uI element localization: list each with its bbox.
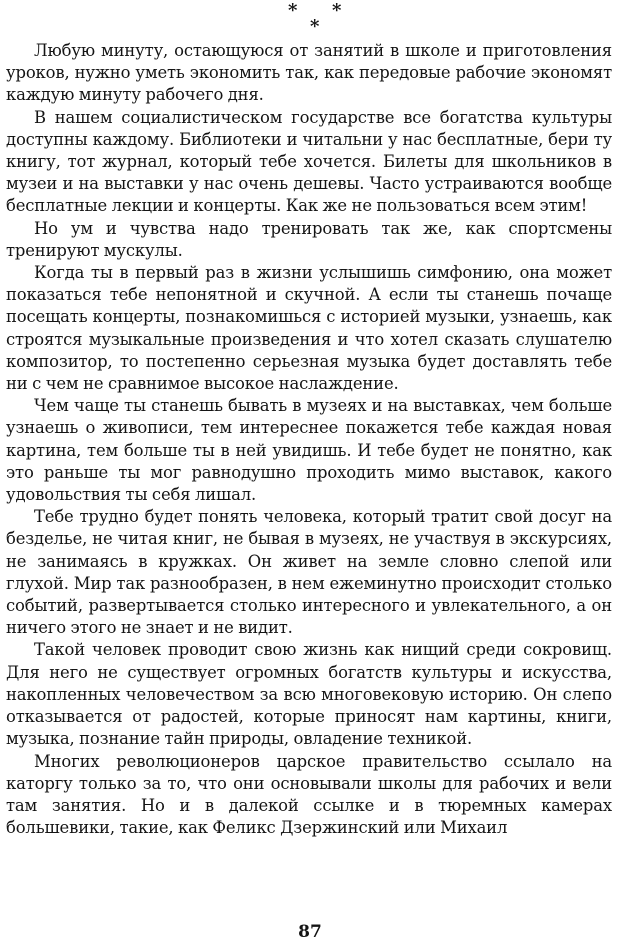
body-text <box>6 40 612 839</box>
paragraph: Но ум и чувства надо тренировать так же, как спортсмены тренируют мускулы. <box>6 218 612 260</box>
paragraph: Когда ты в первый раз в жизни услышишь симфонию, она может показаться тебе непонятной и скучной. А если ты станешь почаще посещать концерты, познакомишься с историей музыки, узнаешь, как строятся музыкальные произведения и что хотел сказать слушателю композитор, то постепенно серьезная музыка будет доставлять тебе ни с чем не сравнимое высокое наслаждение. <box>6 263 612 394</box>
paragraph: В нашем социалистическом государстве все богатства культуры доступны каждому. Библиотеки и читальни у нас бесплатные, бери ту книгу, тот журнал, который тебе хочется. Билеты для школьников в музеи и на выставки у нас очень дешевы. Часто устраиваются вообще бесплатные лекции и концерты. Как же не пользоваться всем этим! <box>6 107 612 216</box>
separator-asterisk: * <box>310 16 320 37</box>
separator-asterisk: * <box>288 0 298 21</box>
paragraph: Многих революционеров царское правительство ссылало на каторгу только за то, что они основывали школы для рабочих и вели там занятия. Но и в далекой ссылке и в тюремных камерах большевики, такие, как Феликс Дзержинский или Михаил <box>6 751 612 838</box>
paragraph: Чем чаще ты станешь бывать в музеях и на выставках, чем больше узнаешь о живописи, тем интереснее покажется тебе каждая новая картина, тем больше ты в ней увидишь. И тебе будет не понятно, как это раньше ты мог равнодушно проходить мимо выставок, какого удовольствия ты себя лишал. <box>6 396 612 505</box>
paragraph: Любую минуту, остающуюся от занятий в школе и приготовления уроков, нужно уметь экономить так, как передовые рабочие экономят каждую минуту рабочего дня. <box>6 41 612 105</box>
section-separator <box>6 0 612 40</box>
separator-asterisk: * <box>332 0 342 21</box>
paragraph: Такой человек проводит свою жизнь как нищий среди сокровищ. Для него не существует огромных богатств культуры и искусства, накопленных человечеством за всю многовековую историю. Он слепо отказывается от радостей, которые приносят нам картины, книги, музыка, познание тайн природы, овладение техникой. <box>6 640 612 749</box>
paragraph: Тебе трудно будет понять человека, который тратит свой досуг на безделье, не читая книг, не бывая в музеях, не участвуя в экскурсиях, не занимаясь в кружках. Он живет на земле словно слепой или глухой. Мир так разнообразен, в нем ежеминутно происходит столько событий, развертывается столько интересного и увлекательного, а он ничего этого не знает и не видит. <box>6 507 612 638</box>
page-number: 87 <box>298 922 322 942</box>
